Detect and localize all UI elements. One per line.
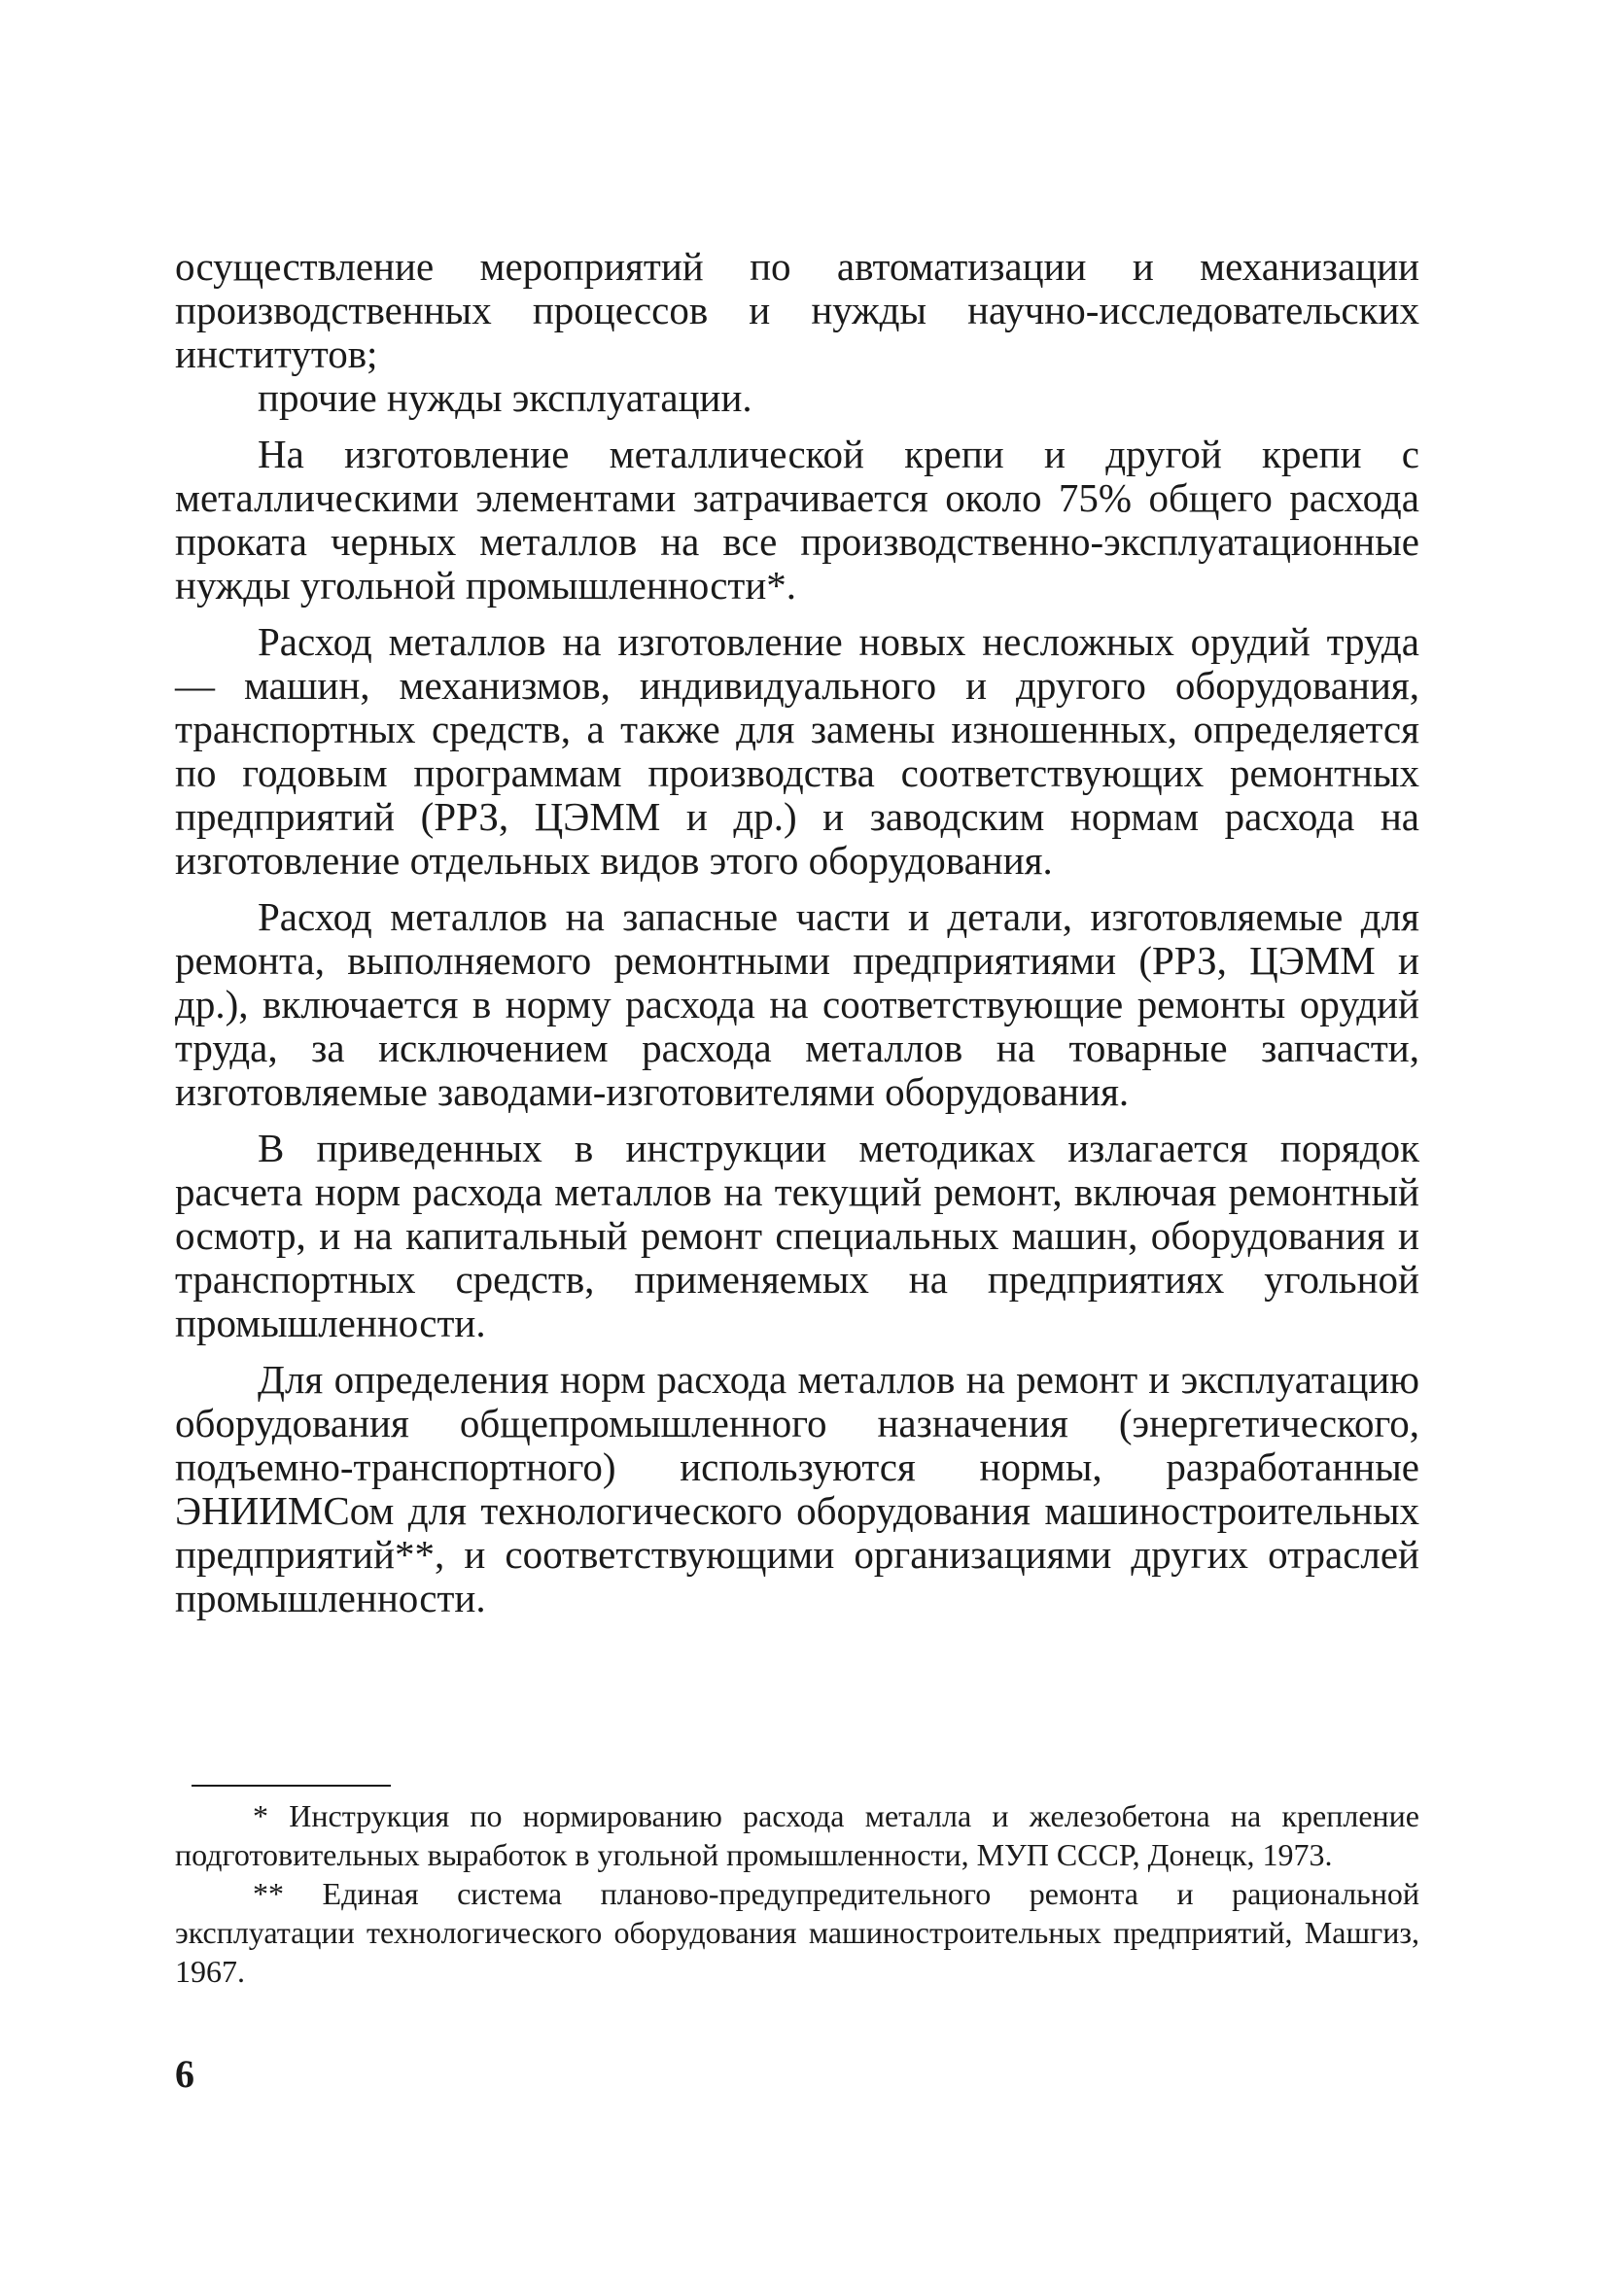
paragraph-list-item: прочие нужды эксплуатации. [258, 375, 752, 420]
footnote-1: * Инструкция по нормированию расхода металла и железобетона на крепление подготовительных выработок в угольной промышленности, МУП СССР, Донецк, 1973. [175, 1798, 1419, 1872]
footnotes [175, 1796, 1419, 1991]
paragraph-metal-support: На изготовление металлической крепи и другой крепи с металлическими элементами затрачивается около 75% общего расхода проката черных металлов на все производственно-эксплуатационные нужды угольной промышленности*. [175, 432, 1419, 608]
paragraph-methods: В приведенных в инструкции методиках излагается порядок расчета норм расхода металлов на текущий ремонт, включая ремонтный осмотр, и на капитальный ремонт специальных машин, оборудования и транспортных средств, применяемых на предприятиях угольной промышленности. [175, 1126, 1419, 1345]
paragraph-new-tools: Расход металлов на изготовление новых несложных орудий труда — машин, механизмов, индивидуального и другого оборудования, транспортных средств, а также для замены изношенных, определяется по годовым программам производства соответствующих ремонтных предприятий (РРЗ, ЦЭММ и др.) и заводским нормам расхода на изготовление отдельных видов этого оборудования. [175, 619, 1419, 883]
footnote-2: ** Единая система планово-предупредительного ремонта и рациональной эксплуатации технологического оборудования машиностроительных предприятий, Машгиз, 1967. [175, 1876, 1419, 1989]
paragraph-continued: осуществление мероприятий по автоматизации и механизации производственных процессов и нужды научно-исследовательских институтов; [175, 244, 1419, 376]
paragraph-general-equipment: Для определения норм расхода металлов на ремонт и эксплуатацию оборудования общепромышленного назначения (энергетического, подъемно-транспортного) используются нормы, разработанные ЭНИИМСом для технологического оборудования машиностроительных предприятий**, и соответствующими организациями других отраслей промышленности. [175, 1357, 1419, 1620]
page-number: 6 [175, 2052, 194, 2096]
footnote-divider [192, 1785, 391, 1787]
paragraph-spare-parts: Расход металлов на запасные части и детали, изготовляемые для ремонта, выполняемого ремонтными предприятиями (РРЗ, ЦЭММ и др.), включается в норму расхода на соответствующие ремонты орудий труда, за исключением расхода металлов на товарные запчасти, изготовляемые заводами-изготовителями оборудования. [175, 894, 1419, 1114]
main-text [175, 245, 1419, 1620]
